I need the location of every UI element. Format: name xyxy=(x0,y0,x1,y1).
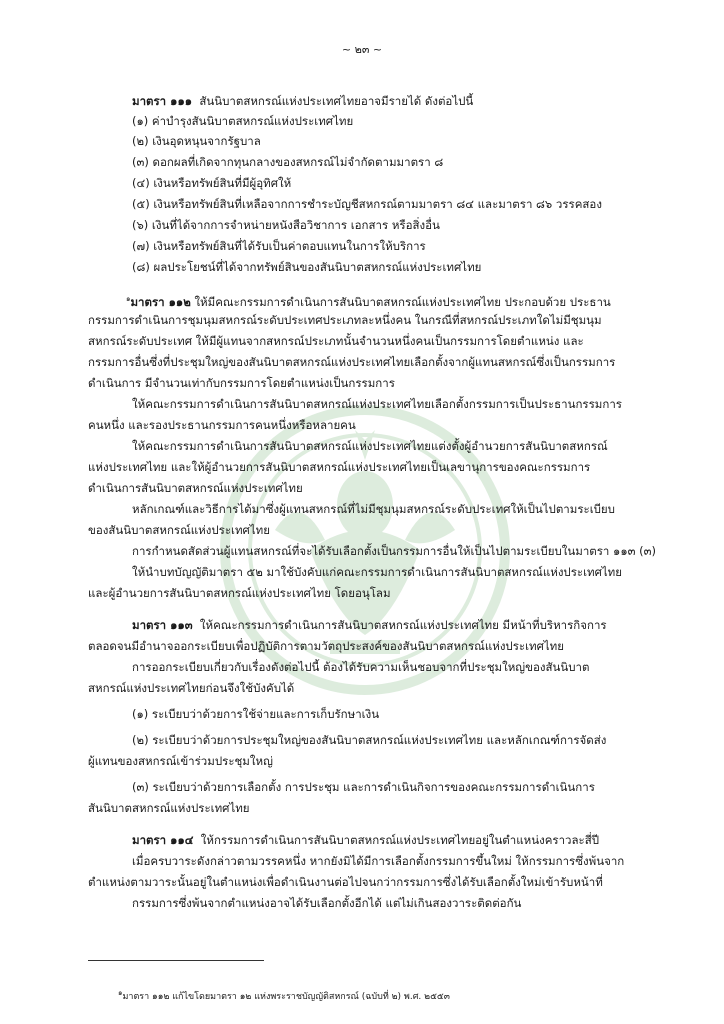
list-item: (๓) ดอกผลที่เกิดจากทุนกลางของสหกรณ์ไม่จำกัดตามมาตรา ๘ xyxy=(132,155,444,169)
list-item: (๗) เงินหรือทรัพย์สินที่ได้รับเป็นค่าตอบแทนในการให้บริการ xyxy=(132,239,426,253)
paragraph-line: กรรมการดำเนินการชุมนุมสหกรณ์ระดับประเทศประเภทละหนึ่งคน ในกรณีที่สหกรณ์ประเภทใดไม่มีชุมนุม xyxy=(88,313,602,327)
paragraph-line: หลักเกณฑ์และวิธีการได้มาซึ่งผู้แทนสหกรณ์ที่ไม่มีชุมนุมสหกรณ์ระดับประเทศให้เป็นไปตามระเบียบ xyxy=(132,502,615,516)
paragraph-line: ให้คณะกรรมการดำเนินการสันนิบาตสหกรณ์แห่งประเทศไทยแต่งตั้งผู้อำนวยการสันนิบาตสหกรณ์ xyxy=(132,439,608,453)
section-heading: มาตรา ๑๑๓ xyxy=(132,618,193,632)
paragraph-line: แห่งประเทศไทย และให้ผู้อำนวยการสันนิบาตสหกรณ์แห่งประเทศไทยเป็นเลขานุการของคณะกรรมการ xyxy=(88,460,591,474)
list-item: (๖) เงินที่ได้จากการจำหน่ายหนังสือวิชาการ เอกสาร หรือสิ่งอื่น xyxy=(132,218,440,232)
paragraph-line: ให้คณะกรรมการดำเนินการสันนิบาตสหกรณ์แห่งประเทศไทยเลือกตั้งกรรมการเป็นประธานกรรมการ xyxy=(132,397,622,411)
page-number: ~ ๒๓ ~ xyxy=(341,43,383,56)
section-text: ให้กรรมการดำเนินการสันนิบาตสหกรณ์แห่งประเทศไทยอยู่ในตำแหน่งคราวละสี่ปี xyxy=(200,833,600,847)
paragraph-line: เมื่อครบวาระดังกล่าวตามวรรคหนึ่ง หากยังมิได้มีการเลือกตั้งกรรมการขึ้นใหม่ ให้กรรมการซึ่งพ้นจาก xyxy=(132,854,625,868)
section-text: ให้คณะกรรมการดำเนินการสันนิบาตสหกรณ์แห่งประเทศไทย มีหน้าที่บริหารกิจการ xyxy=(199,618,607,632)
paragraph-line: กรรมการอื่นซึ่งที่ประชุมใหญ่ของสันนิบาตสหกรณ์แห่งประเทศไทยเลือกตั้งจากผู้แทนสหกรณ์ซึ่งเป็นกรรมการ xyxy=(88,355,616,369)
section-heading: มาตรา ๑๑๒ xyxy=(130,294,191,309)
paragraph-line: ผู้แทนของสหกรณ์เข้าร่วมประชุมใหญ่ xyxy=(88,754,273,768)
paragraph-line: สหกรณ์แห่งประเทศไทยก่อนจึงใช้บังคับได้ xyxy=(88,681,295,695)
list-item: (๒) เงินอุดหนุนจากรัฐบาล xyxy=(132,134,261,148)
paragraph-line: ดำเนินการสันนิบาตสหกรณ์แห่งประเทศไทย xyxy=(88,481,303,495)
section-heading: มาตรา ๑๑๔ xyxy=(132,833,194,847)
paragraph-line: การกำหนดสัดส่วนผู้แทนสหกรณ์ที่จะได้รับเลือกตั้งเป็นกรรมการอื่นให้เป็นไปตามระเบียบในมาตรา ๑๑๓ (๓) xyxy=(132,544,656,558)
paragraph-line: สหกรณ์ระดับประเทศ ให้มีผู้แทนจากสหกรณ์ประเภทนั้นจำนวนหนึ่งคนเป็นกรรมการโดยตำแหน่ง และ xyxy=(88,334,584,348)
footnote-marker: ๑ xyxy=(118,989,123,997)
footnote xyxy=(118,988,450,1003)
section-112-intro xyxy=(126,291,611,310)
footnote-text: มาตรา ๑๑๒ แก้ไขโดยมาตรา ๑๒ แห่งพระราชบัญญัติสหกรณ์ (ฉบับที่ ๒) พ.ศ. ๒๕๕๓ xyxy=(122,992,450,1002)
paragraph-line: ของสันนิบาตสหกรณ์แห่งประเทศไทย xyxy=(88,523,270,537)
footnote-marker: ๑ xyxy=(126,295,131,303)
paragraph-line: คนหนึ่ง และรองประธานกรรมการคนหนึ่งหรือหลายคน xyxy=(88,418,356,432)
section-114-intro xyxy=(132,832,599,848)
list-item: (๑) ระเบียบว่าด้วยการใช้จ่ายและการเก็บรักษาเงิน xyxy=(132,707,380,721)
paragraph-line: ตำแหน่งตามวาระนั้นอยู่ในตำแหน่งเพื่อดำเนินงานต่อไปจนกว่ากรรมการซึ่งได้รับเลือกตั้งใหม่เข้ารับหน้าที่ xyxy=(88,875,603,889)
paragraph-line: ดำเนินการ มีจำนวนเท่ากับกรรมการโดยตำแหน่งเป็นกรรมการ xyxy=(88,376,395,390)
section-text: สันนิบาตสหกรณ์แห่งประเทศไทยอาจมีรายได้ ดังต่อไปนี้ xyxy=(199,94,474,108)
paragraph-line: ตลอดจนมีอำนาจออกระเบียบเพื่อปฏิบัติการตามวัตถุประสงค์ของสันนิบาตสหกรณ์แห่งประเทศไทย xyxy=(88,639,565,653)
paragraph-line: สันนิบาตสหกรณ์แห่งประเทศไทย xyxy=(88,801,250,815)
section-111-intro xyxy=(132,93,473,109)
section-heading: มาตรา ๑๑๑ xyxy=(132,94,193,108)
paragraph-line: กรรมการซึ่งพ้นจากตำแหน่งอาจได้รับเลือกตั้งอีกได้ แต่ไม่เกินสองวาระติดต่อกัน xyxy=(132,896,522,910)
list-item: (๒) ระเบียบว่าด้วยการประชุมใหญ่ของสันนิบาตสหกรณ์แห่งประเทศไทย และหลักเกณฑ์การจัดส่ง xyxy=(132,733,607,747)
list-item: (๕) เงินหรือทรัพย์สินที่เหลือจากการชำระบัญชีสหกรณ์ตามมาตรา ๘๔ และมาตรา ๘๖ วรรคสอง xyxy=(132,197,602,211)
footnote-divider xyxy=(88,960,264,961)
list-item: (๔) เงินหรือทรัพย์สินที่มีผู้อุทิศให้ xyxy=(132,176,292,190)
paragraph-line: ให้นำบทบัญญัติมาตรา ๕๒ มาใช้บังคับแก่คณะกรรมการดำเนินการสันนิบาตสหกรณ์แห่งประเทศไทย xyxy=(132,565,622,579)
list-item: (๑) ค่าบำรุงสันนิบาตสหกรณ์แห่งประเทศไทย xyxy=(132,114,354,128)
paragraph-line: การออกระเบียบเกี่ยวกับเรื่องดังต่อไปนี้ ต้องได้รับความเห็นชอบจากที่ประชุมใหญ่ของสันนิบาต xyxy=(132,660,590,674)
paragraph-line: และผู้อำนวยการสันนิบาตสหกรณ์แห่งประเทศไทย โดยอนุโลม xyxy=(88,586,391,600)
list-item: (๓) ระเบียบว่าด้วยการเลือกตั้ง การประชุม และการดำเนินกิจการของคณะกรรมการดำเนินการ xyxy=(132,780,595,794)
list-item: (๘) ผลประโยชน์ที่ได้จากทรัพย์สินของสันนิบาตสหกรณ์แห่งประเทศไทย xyxy=(132,260,482,274)
section-113-intro xyxy=(132,617,607,633)
section-text: ให้มีคณะกรรมการดำเนินการสันนิบาตสหกรณ์แห่งประเทศไทย ประกอบด้วย ประธาน xyxy=(194,294,611,309)
